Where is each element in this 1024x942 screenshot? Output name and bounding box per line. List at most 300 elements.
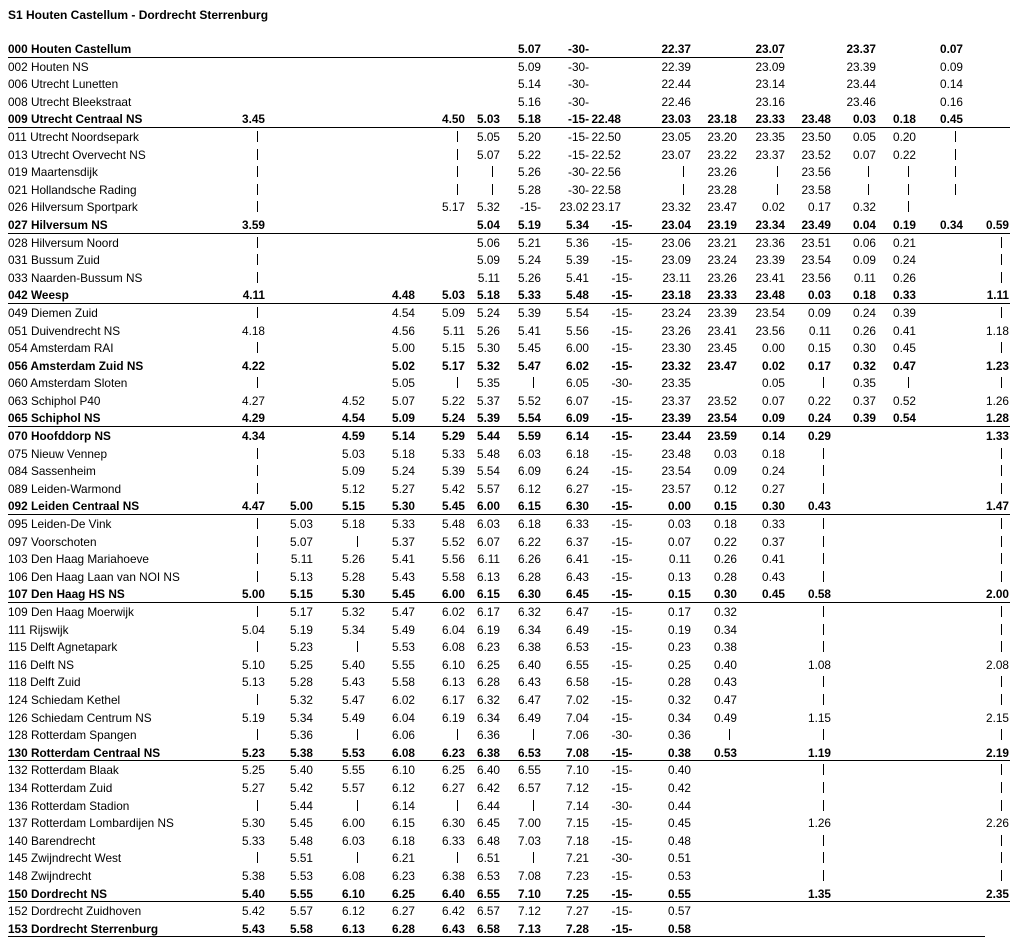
time-cell: 6.42: [442, 904, 465, 919]
time-cell: 5.23: [242, 745, 265, 760]
time-cell: 5.25: [290, 657, 313, 672]
time-cell: 0.22: [808, 393, 831, 408]
pass-through-mark: [357, 727, 358, 745]
pass-through-mark: [823, 727, 824, 745]
time-cell: 5.56: [566, 323, 589, 338]
time-cell: 6.30: [518, 587, 541, 602]
time-cell: 23.54: [755, 305, 785, 320]
time-cell: 2.26: [986, 816, 1009, 831]
time-cell: 7.08: [566, 745, 589, 760]
time-cell: -15-: [611, 904, 633, 919]
time-cell: 6.03: [518, 446, 541, 461]
station-name: 126 Schiedam Centrum NS: [8, 710, 152, 725]
time-cell: 23.34: [755, 217, 785, 232]
time-cell: 5.00: [392, 341, 415, 356]
time-cell: 5.36: [290, 728, 313, 743]
pass-through-mark: [823, 604, 824, 622]
table-row: [0, 798, 1024, 816]
table-row: [0, 745, 1024, 763]
pass-through-mark: [823, 463, 824, 481]
time-cell: 23.26: [707, 270, 737, 285]
row-underline: [8, 514, 1010, 515]
pass-through-mark: [257, 639, 258, 657]
time-cell: 0.45: [940, 112, 963, 127]
time-cell: 23.14: [755, 77, 785, 92]
time-cell: 5.40: [290, 763, 313, 778]
time-cell: 5.09: [518, 59, 541, 74]
time-cell: 6.43: [518, 675, 541, 690]
pass-through-mark: [1001, 622, 1002, 640]
table-row: [0, 111, 1024, 129]
time-cell: 5.42: [442, 481, 465, 496]
pass-through-mark: [357, 639, 358, 657]
time-cell: -30-: [568, 77, 589, 92]
time-cell: 0.40: [714, 657, 737, 672]
row-underline: [8, 127, 1010, 128]
time-cell: 0.13: [668, 569, 691, 584]
pass-through-mark: [492, 182, 493, 200]
time-cell: 5.07: [392, 393, 415, 408]
time-cell: 6.14: [392, 798, 415, 813]
time-cell: -15-: [611, 446, 633, 461]
time-cell: 5.24: [518, 253, 541, 268]
pass-through-mark: [1001, 798, 1002, 816]
pass-through-mark: [257, 551, 258, 569]
time-cell: 6.43: [442, 921, 465, 936]
time-cell: 5.07: [518, 42, 541, 56]
time-cell: 0.07: [940, 42, 963, 56]
time-cell: -15-: [568, 112, 589, 127]
time-cell: 0.19: [893, 217, 916, 232]
time-cell: 5.09: [442, 305, 465, 320]
time-cell: 23.58: [801, 182, 831, 197]
time-cell: 6.18: [566, 446, 589, 461]
pass-through-mark: [683, 182, 684, 200]
time-cell: 1.08: [808, 657, 831, 672]
pass-through-mark: [257, 481, 258, 499]
station-name: 011 Utrecht Noordsepark: [8, 129, 139, 144]
time-cell: 6.27: [392, 904, 415, 919]
station-name: 103 Den Haag Mariahoeve: [8, 552, 149, 567]
station-name: 109 Den Haag Moerwijk: [8, 605, 134, 619]
pass-through-mark: [908, 164, 909, 182]
table-row: [0, 903, 1024, 921]
time-cell: 23.30: [661, 341, 691, 356]
pass-through-mark: [1001, 516, 1002, 534]
time-cell: 5.04: [242, 622, 265, 637]
time-cell: 23.37: [846, 42, 876, 56]
row-underline: [8, 233, 1010, 234]
time-cell: 5.17: [442, 358, 465, 373]
time-cell: 0.11: [808, 323, 831, 338]
time-cell: 5.15: [290, 587, 313, 602]
time-cell: 23.50: [801, 129, 831, 144]
time-cell: 5.18: [392, 446, 415, 461]
time-cell: 6.08: [342, 868, 365, 883]
pass-through-mark: [1001, 551, 1002, 569]
pass-through-mark: [1001, 375, 1002, 393]
pass-through-mark: [257, 604, 258, 622]
time-cell: 23.56: [801, 270, 831, 285]
time-cell: 0.24: [808, 411, 831, 426]
time-cell: 23.22: [707, 147, 737, 162]
time-cell: 7.10: [518, 886, 541, 901]
time-cell: 5.47: [518, 358, 541, 373]
time-cell: 6.37: [566, 534, 589, 549]
station-name: 009 Utrecht Centraal NS: [8, 112, 143, 127]
station-name: 152 Dordrecht Zuidhoven: [8, 904, 142, 919]
table-row: [0, 569, 1024, 587]
time-cell: -15-: [611, 411, 633, 426]
time-cell: 0.28: [714, 569, 737, 584]
time-cell: 1.26: [986, 393, 1009, 408]
pass-through-mark: [1001, 780, 1002, 798]
time-cell: 0.52: [893, 393, 916, 408]
time-cell: -15-: [611, 517, 633, 532]
time-cell: 23.09: [661, 253, 691, 268]
time-cell: 2.08: [986, 657, 1009, 672]
table-row: [0, 217, 1024, 235]
station-name: 013 Utrecht Overvecht NS: [8, 147, 146, 162]
time-cell: 5.41: [518, 323, 541, 338]
time-cell: -15-: [611, 675, 633, 690]
time-cell: 0.45: [762, 587, 785, 602]
time-cell: 23.49: [801, 217, 831, 232]
time-cell: 6.34: [518, 622, 541, 637]
station-name: 063 Schiphol P40: [8, 393, 101, 408]
time-cell: 0.44: [668, 798, 691, 813]
pass-through-mark: [1001, 235, 1002, 253]
timetable: [0, 41, 1024, 938]
pass-through-mark: [257, 129, 258, 147]
time-cell: 6.34: [477, 710, 500, 725]
time-cell: 5.26: [518, 165, 541, 180]
time-cell: 0.11: [668, 552, 691, 567]
time-cell: 0.40: [668, 763, 691, 778]
time-cell: 6.42: [477, 780, 500, 795]
table-row: [0, 358, 1024, 376]
time-cell: 5.03: [477, 112, 500, 127]
table-row: [0, 780, 1024, 798]
time-cell: 5.27: [392, 481, 415, 496]
time-cell: 5.30: [477, 341, 500, 356]
time-cell: 6.33: [442, 833, 465, 848]
time-cell: 6.38: [442, 868, 465, 883]
time-cell: -15-: [611, 235, 633, 250]
time-cell: 5.30: [342, 587, 365, 602]
time-cell: 23.37: [755, 147, 785, 162]
pass-through-mark: [257, 463, 258, 481]
station-name: 026 Hilversum Sportpark: [8, 200, 138, 215]
time-cell: 2.00: [986, 587, 1009, 602]
time-cell: 6.28: [518, 569, 541, 584]
time-cell: 5.37: [392, 534, 415, 549]
station-name: 118 Delft Zuid: [8, 675, 81, 690]
time-cell: 4.59: [342, 429, 365, 444]
station-name: 097 Voorschoten: [8, 534, 97, 549]
time-cell: 0.47: [893, 358, 916, 373]
time-cell: 5.24: [477, 305, 500, 320]
table-row: [0, 41, 1024, 59]
pass-through-mark: [1001, 833, 1002, 851]
time-cell: 6.55: [477, 886, 500, 901]
time-cell: 5.10: [242, 657, 265, 672]
time-cell: 6.40: [442, 886, 465, 901]
time-cell: 5.45: [518, 341, 541, 356]
time-cell: 6.03: [477, 517, 500, 532]
time-cell: 5.40: [242, 886, 265, 901]
time-cell: 1.18: [986, 323, 1009, 338]
row-underline: [8, 936, 985, 937]
time-cell: 5.42: [290, 780, 313, 795]
time-cell: 5.45: [392, 587, 415, 602]
time-cell: 6.55: [518, 763, 541, 778]
time-cell: 4.18: [242, 323, 265, 338]
table-row: [0, 446, 1024, 464]
pass-through-mark: [257, 199, 258, 217]
time-cell: 0.58: [808, 587, 831, 602]
time-cell: 5.57: [290, 904, 313, 919]
time-cell: 5.43: [242, 921, 265, 936]
time-cell: 0.24: [893, 253, 916, 268]
time-cell: 6.04: [442, 622, 465, 637]
time-cell: 23.06: [661, 235, 691, 250]
time-cell: 6.40: [518, 657, 541, 672]
pass-through-mark: [823, 762, 824, 780]
time-cell: 7.10: [566, 763, 589, 778]
time-cell: 6.38: [518, 640, 541, 655]
time-cell: 5.34: [342, 622, 365, 637]
station-name: 089 Leiden-Warmond: [8, 481, 122, 496]
time-cell: 5.27: [242, 780, 265, 795]
table-row: [0, 129, 1024, 147]
table-row: [0, 534, 1024, 552]
time-cell: 0.41: [762, 552, 785, 567]
table-row: [0, 762, 1024, 780]
pass-through-mark: [257, 534, 258, 552]
time-cell: -15-: [611, 921, 633, 936]
time-cell: 6.12: [392, 780, 415, 795]
pass-through-mark: [1001, 692, 1002, 710]
time-cell: 0.18: [714, 517, 737, 532]
time-cell: 2.35: [986, 886, 1009, 901]
time-cell: 4.47: [242, 499, 265, 514]
table-row: [0, 921, 1024, 939]
time-cell: 0.32: [853, 358, 876, 373]
pass-through-mark: [533, 798, 534, 816]
station-name: 111 Rijswijk: [8, 622, 69, 637]
time-cell: 5.55: [342, 763, 365, 778]
time-cell: 5.42: [242, 904, 265, 919]
time-cell: 5.28: [342, 569, 365, 584]
table-row: [0, 639, 1024, 657]
time-cell: 6.44: [477, 798, 500, 813]
time-cell: 6.17: [442, 692, 465, 707]
time-cell: -30-: [568, 42, 589, 56]
time-cell: 0.24: [762, 464, 785, 479]
time-cell: 6.05: [566, 376, 589, 391]
time-cell: 5.15: [442, 341, 465, 356]
time-cell: 5.54: [566, 305, 589, 320]
time-cell: 6.53: [518, 745, 541, 760]
time-cell: 5.13: [242, 675, 265, 690]
pass-through-mark: [823, 798, 824, 816]
time-cell: 23.48: [801, 112, 831, 127]
time-cell: 5.09: [392, 411, 415, 426]
table-row: [0, 270, 1024, 288]
pass-through-mark: [955, 182, 956, 200]
time-cell: 23.48: [661, 446, 691, 461]
time-cell: 0.04: [853, 217, 876, 232]
pass-through-mark: [1001, 850, 1002, 868]
pass-through-mark: [823, 850, 824, 868]
time-cell: 0.03: [714, 446, 737, 461]
time-cell: 0.32: [853, 200, 876, 215]
table-row: [0, 235, 1024, 253]
time-cell: 6.30: [442, 816, 465, 831]
time-cell: 0.55: [668, 886, 691, 901]
time-cell: 5.26: [342, 552, 365, 567]
time-cell: 22.48: [591, 112, 621, 127]
time-cell: 5.51: [290, 851, 313, 866]
time-cell: 23.41: [707, 323, 737, 338]
time-cell: 5.15: [342, 499, 365, 514]
time-cell: 5.48: [442, 517, 465, 532]
time-cell: -15-: [611, 640, 633, 655]
time-cell: -15-: [611, 341, 633, 356]
pass-through-mark: [908, 199, 909, 217]
time-cell: 23.16: [755, 94, 785, 109]
time-cell: 4.11: [242, 288, 265, 303]
time-cell: 6.12: [342, 904, 365, 919]
time-cell: 6.02: [442, 605, 465, 619]
time-cell: 0.32: [714, 605, 737, 619]
pass-through-mark: [257, 692, 258, 710]
pass-through-mark: [908, 375, 909, 393]
time-cell: 0.07: [668, 534, 691, 549]
station-name: 132 Rotterdam Blaak: [8, 763, 119, 778]
time-cell: 5.37: [477, 393, 500, 408]
time-cell: 23.35: [661, 376, 691, 391]
time-cell: 23.18: [661, 288, 691, 303]
time-cell: 5.52: [442, 534, 465, 549]
time-cell: 0.30: [714, 587, 737, 602]
time-cell: 1.19: [808, 745, 831, 760]
pass-through-mark: [1001, 463, 1002, 481]
time-cell: 5.53: [392, 640, 415, 655]
time-cell: 5.47: [392, 605, 415, 619]
table-row: [0, 182, 1024, 200]
station-name: 150 Dordrecht NS: [8, 886, 107, 901]
time-cell: 5.36: [566, 235, 589, 250]
station-name: 124 Schiedam Kethel: [8, 692, 121, 707]
pass-through-mark: [257, 850, 258, 868]
pass-through-mark: [457, 798, 458, 816]
time-cell: 23.24: [707, 253, 737, 268]
time-cell: -15-: [611, 499, 633, 514]
time-cell: 5.39: [477, 411, 500, 426]
table-row: [0, 886, 1024, 904]
time-cell: 1.35: [808, 886, 831, 901]
table-row: [0, 657, 1024, 675]
table-row: [0, 393, 1024, 411]
pass-through-mark: [1001, 604, 1002, 622]
time-cell: 6.15: [518, 499, 541, 514]
pass-through-mark: [457, 727, 458, 745]
time-cell: 0.22: [714, 534, 737, 549]
time-cell: 0.23: [668, 640, 691, 655]
time-cell: 6.22: [518, 534, 541, 549]
time-cell: 0.07: [853, 147, 876, 162]
time-cell: 23.36: [755, 235, 785, 250]
time-cell: 5.00: [290, 499, 313, 514]
time-cell: 23.20: [707, 129, 737, 144]
time-cell: 23.47: [707, 200, 737, 215]
time-cell: 5.17: [290, 605, 313, 619]
time-cell: 6.04: [392, 710, 415, 725]
time-cell: 0.51: [668, 851, 691, 866]
time-cell: 23.04: [661, 217, 691, 232]
table-row: [0, 164, 1024, 182]
station-name: 137 Rotterdam Lombardijen NS: [8, 816, 174, 831]
time-cell: 5.54: [477, 464, 500, 479]
time-cell: 23.54: [707, 411, 737, 426]
time-cell: 4.29: [242, 411, 265, 426]
time-cell: 4.22: [242, 358, 265, 373]
time-cell: 0.49: [714, 710, 737, 725]
pass-through-mark: [777, 182, 778, 200]
pass-through-mark: [457, 147, 458, 165]
station-name: 027 Hilversum NS: [8, 217, 108, 232]
time-cell: -15-: [611, 552, 633, 567]
time-cell: 7.04: [566, 710, 589, 725]
table-row: [0, 516, 1024, 534]
time-cell: 5.05: [392, 376, 415, 391]
time-cell: 23.07: [755, 42, 785, 56]
pass-through-mark: [257, 182, 258, 200]
time-cell: 6.23: [442, 745, 465, 760]
time-cell: 5.18: [477, 288, 500, 303]
pass-through-mark: [1001, 534, 1002, 552]
time-cell: 7.13: [518, 921, 541, 936]
time-cell: 23.35: [755, 129, 785, 144]
pass-through-mark: [868, 164, 869, 182]
time-cell: 0.02: [762, 200, 785, 215]
time-cell: 6.09: [518, 464, 541, 479]
time-cell: -15-: [611, 886, 633, 901]
table-row: [0, 463, 1024, 481]
time-cell: 5.59: [518, 429, 541, 444]
time-cell: 23.39: [755, 253, 785, 268]
time-cell: 6.15: [392, 816, 415, 831]
time-cell: -15-: [611, 305, 633, 320]
time-cell: 0.14: [762, 429, 785, 444]
pass-through-mark: [1001, 340, 1002, 358]
time-cell: 22.56: [591, 165, 621, 180]
station-name: 148 Zwijndrecht: [8, 868, 92, 883]
time-cell: 6.47: [566, 605, 589, 619]
time-cell: 7.28: [566, 921, 589, 936]
pass-through-mark: [823, 375, 824, 393]
pass-through-mark: [823, 446, 824, 464]
table-row: [0, 375, 1024, 393]
time-cell: 0.16: [940, 94, 963, 109]
time-cell: 0.00: [762, 341, 785, 356]
station-name: 049 Diemen Zuid: [8, 305, 98, 320]
pass-through-mark: [823, 833, 824, 851]
station-name: 115 Delft Agnetapark: [8, 640, 118, 655]
time-cell: 23.41: [755, 270, 785, 285]
